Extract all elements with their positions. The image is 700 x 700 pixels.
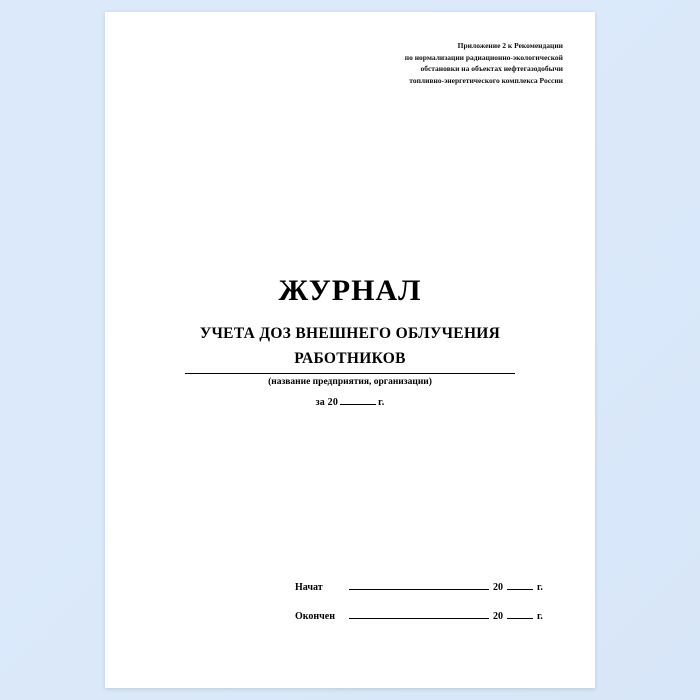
title-block [105,274,595,372]
header-annotation [303,40,563,87]
year-suffix: г. [378,397,385,408]
started-label: Начат [295,582,323,593]
organization-block [105,372,595,408]
header-annotation-line-1: Приложение 2 к Рекомендации [457,41,563,50]
started-date-fill-line [349,589,489,590]
started-year-suffix: г. [537,582,543,593]
header-annotation-line-4: топливно-энергетического комплекса России [409,75,563,85]
organization-caption: (название предприятия, организации) [268,377,432,387]
started-row [295,582,543,593]
header-annotation-line-2: по нормализации радиационно-экологической [404,52,563,62]
finished-year-prefix: 20 [493,611,503,622]
finished-label: Окончен [295,611,336,622]
finished-date-fill-line [349,618,489,619]
started-year-fill-line [507,589,533,590]
started-year-prefix: 20 [493,582,503,593]
organization-name-fill-line [185,372,515,374]
year-fill-line [340,404,376,405]
finished-row [295,611,543,622]
document-page [105,12,595,688]
year-prefix: за 20 [315,397,339,408]
footer-block [295,582,543,640]
page-subtitle-line-2: РАБОТНИКОВ [294,349,406,367]
finished-year-suffix: г. [537,611,543,622]
page-subtitle-line-1: УЧЕТА ДОЗ ВНЕШНЕГО ОБЛУЧЕНИЯ [199,325,501,342]
header-annotation-line-3: обстановки на объектах нефтегазодобычи [420,64,563,74]
finished-year-fill-line [507,618,533,619]
page-title: ЖУРНАЛ [278,274,422,307]
page-subtitle [105,322,595,372]
year-line [105,397,595,408]
